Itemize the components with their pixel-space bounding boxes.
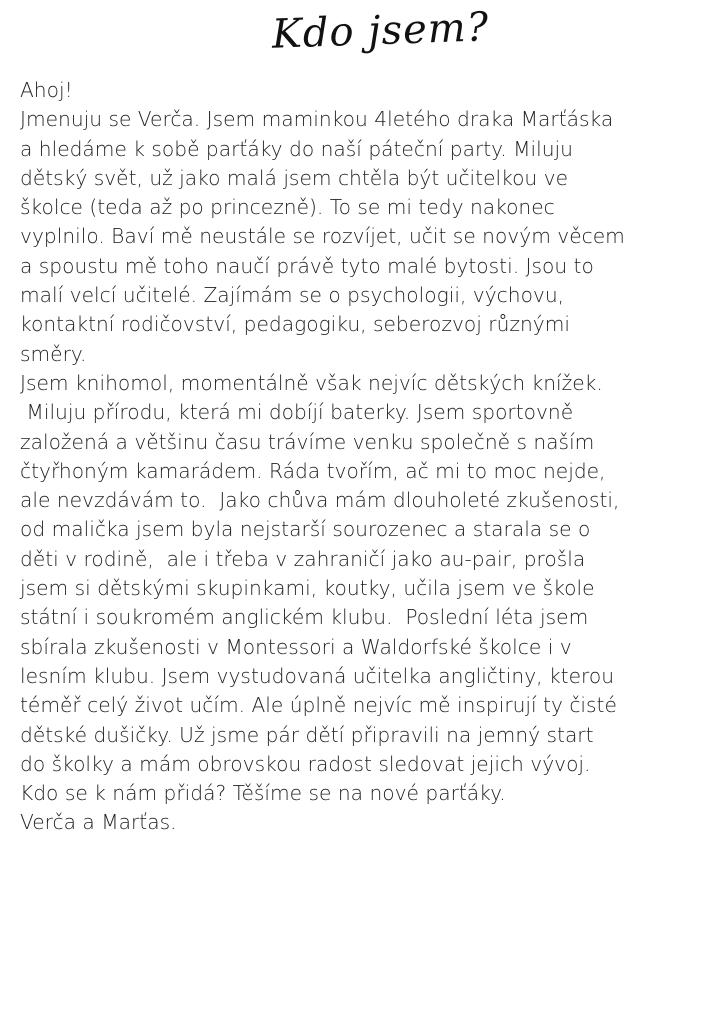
text-line: sbírala zkušenosti v Montessori a Waldorfské školce i v (20, 634, 572, 659)
text-line: Kdo se k nám přidá? Těšíme se na nové parťáky. (20, 781, 506, 806)
text-line: téměř celý život učím. Ale úplně nejvíc mě inspirují ty čisté (20, 693, 617, 718)
text-line: Jmenuju se Verča. Jsem maminkou 4letého draka Marťáska (20, 107, 614, 132)
text-line: směry. (20, 341, 87, 366)
text-line: Miluju přírodu, která mi dobíjí baterky. Jsem sportovně (20, 400, 574, 425)
text-line: Ahoj! (20, 78, 73, 102)
text-line: kontaktní rodičovství, pedagogiku, seberozvoj různými (20, 312, 570, 337)
text-line: Verča a Marťas. (20, 810, 177, 835)
text-line: a hledáme k sobě parťáky do naší páteční party. Miluju (20, 136, 573, 161)
text-line: do školky a mám obrovskou radost sledovat jejich vývoj. (20, 751, 591, 776)
text-line: od malička jsem byla nejstarší sourozenec a starala se o (20, 517, 591, 542)
text-line: vyplnilo. Baví mě neustále se rozvíjet, učit se novým věcem (20, 224, 625, 249)
text-line: lesním klubu. Jsem vystudovaná učitelka angličtiny, kterou (20, 663, 615, 688)
text-line: dětský svět, už jako malá jsem chtěla být učitelkou ve (20, 165, 569, 190)
text-line: děti v rodině, ale i třeba v zahraničí jako au-pair, prošla (20, 546, 586, 571)
text-line: Jsem knihomol, momentálně však nejvíc dětských knížek. (20, 370, 603, 395)
body-text (20, 76, 710, 838)
text-line: založená a většinu času trávíme venku společně s naším (20, 429, 595, 454)
text-line: státní i soukromém anglickém klubu. Poslední léta jsem (20, 605, 589, 630)
text-line: jsem si dětskými skupinkami, koutky, učila jsem ve škole (20, 576, 595, 601)
text-line: čtyřhoným kamarádem. Ráda tvořím, ač mi to moc nejde, (20, 458, 606, 483)
text-line: dětské dušičky. Už jsme pár dětí připravili na jemný start (20, 722, 594, 747)
text-line: a spoustu mě toho naučí právě tyto malé bytosti. Jsou to (20, 253, 594, 278)
text-line: malí velcí učitelé. Zajímám se o psychologii, výchovu, (20, 283, 565, 308)
text-line: ale nevzdávám to. Jako chůva mám dlouholeté zkušenosti, (20, 488, 620, 513)
text-line: školce (teda až po princezně). To se mi tedy nakonec (20, 195, 555, 220)
page-title: Kdo jsem? (271, 4, 490, 58)
